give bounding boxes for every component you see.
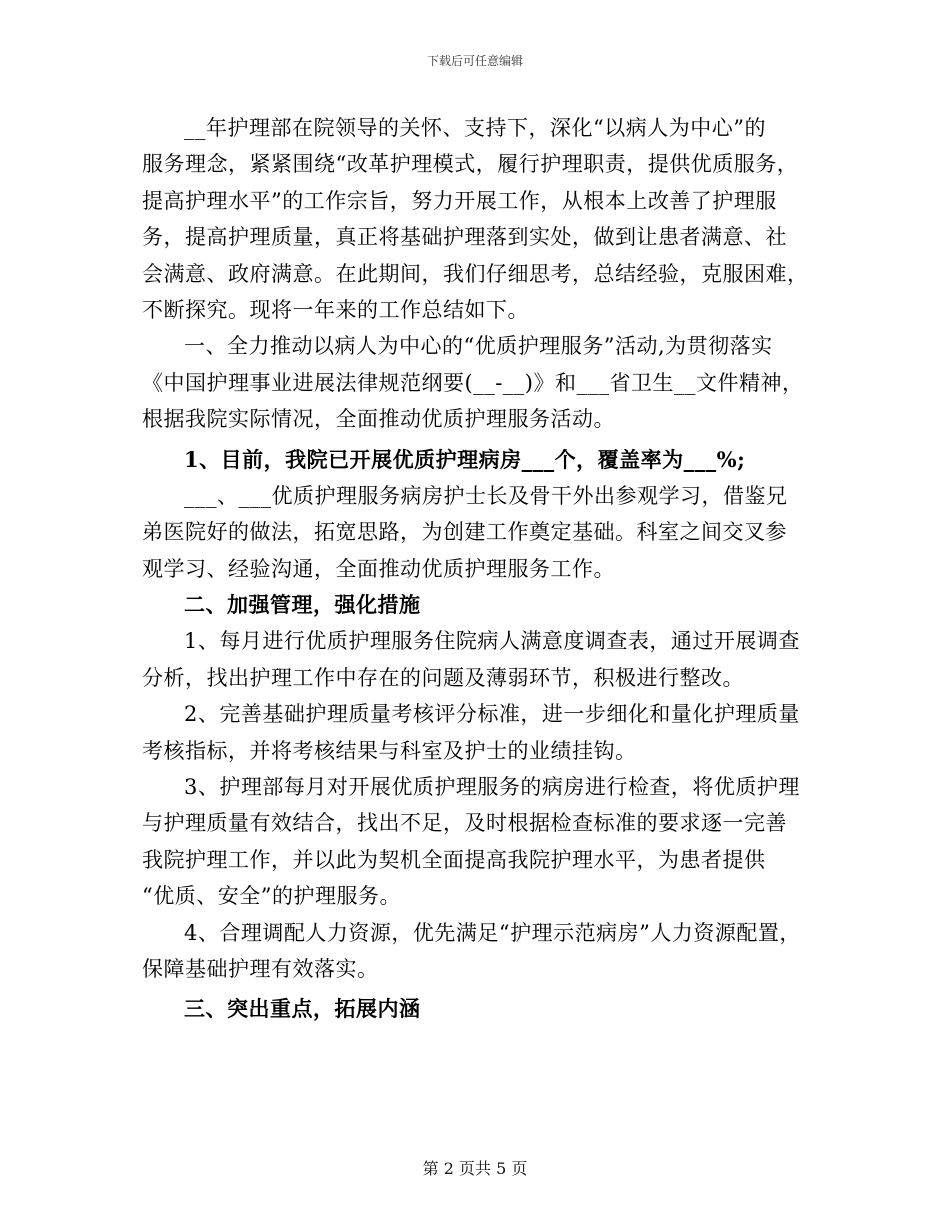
intro-line-4: 务，提高护理质量，真正将基础护理落到实处，做到让患者满意、社 — [142, 225, 787, 250]
intro-line-3: 提高护理水平”的工作宗旨，努力开展工作，从根本上改善了护理服 — [142, 188, 777, 213]
section-2-item-2-line-1: 2、完善基础护理质量考核评分标准，进一步细化和量化护理质量 — [184, 702, 800, 727]
page-header: 下载后可任意编辑 — [426, 54, 523, 68]
section-1-line-1: 一、全力推动以病人为中心的“优质护理服务”活动,为贯彻落实 — [184, 334, 773, 359]
section-2-item-4-line-1: 4、合理调配人力资源，优先满足“护理示范病房”人力资源配置， — [184, 920, 801, 945]
section-2-heading: 二、加强管理，强化措施 — [184, 592, 421, 618]
section-2-item-1-line-2: 分析，找出护理工作中存在的问题及薄弱环节，积极进行整改。 — [142, 665, 744, 690]
section-1-line-3: 根据我院实际情况，全面推动优质护理服务活动。 — [142, 407, 615, 432]
section-2-item-1-line-1: 1、每月进行优质护理服务住院病人满意度调查表，通过开展调查 — [184, 629, 800, 654]
section-1-item-1: 1、目前，我院已开展优质护理病房___个，覆盖率为___%; — [184, 446, 746, 472]
section-2-item-3-line-2: 与护理质量有效结合，找出不足，及时根据检查标准的要求逐一完善 — [142, 811, 787, 836]
section-2-item-3-line-3: 我院护理工作，并以此为契机全面提高我院护理水平，为患者提供 — [142, 847, 766, 872]
intro-line-5: 会满意、政府满意。在此期间，我们仔细思考，总结经验，克服困难， — [142, 261, 809, 286]
intro-line-1: __年护理部在院领导的关怀、支持下，深化“以病人为中心”的 — [184, 116, 766, 140]
section-1-para-line-2: 弟医院好的做法，拓宽思路，为创建工作奠定基础。科室之间交叉参 — [142, 520, 787, 545]
section-2-item-3-line-4: “优质、安全”的护理服务。 — [142, 884, 401, 909]
section-2-item-2-line-2: 考核指标，并将考核结果与科室及护士的业绩挂钩。 — [142, 738, 637, 763]
page-number-footer: 第 2 页共 5 页 — [422, 1159, 528, 1178]
intro-line-2: 服务理念，紧紧围绕“改革护理模式，履行护理职责，提供优质服务， — [142, 152, 799, 177]
section-2-item-3-line-1: 3、护理部每月对开展优质护理服务的病房进行检查，将优质护理 — [184, 775, 800, 800]
section-3-heading: 三、突出重点，拓展内涵 — [184, 996, 421, 1022]
section-1-line-2: 《中国护理事业进展法律规范纲要(__-__)》和___省卫生__文件精神， — [142, 370, 804, 395]
section-1-para-line-3: 观学习、经验沟通，全面推动优质护理服务工作。 — [142, 556, 615, 581]
document-body — [142, 110, 818, 1028]
section-1-para-line-1: ___、___优质护理服务病房护士长及骨干外出参观学习，借鉴兄 — [184, 483, 788, 508]
intro-line-6: 不断探究。现将一年来的工作总结如下。 — [142, 297, 529, 322]
section-2-item-4-line-2: 保障基础护理有效落实。 — [142, 956, 379, 981]
